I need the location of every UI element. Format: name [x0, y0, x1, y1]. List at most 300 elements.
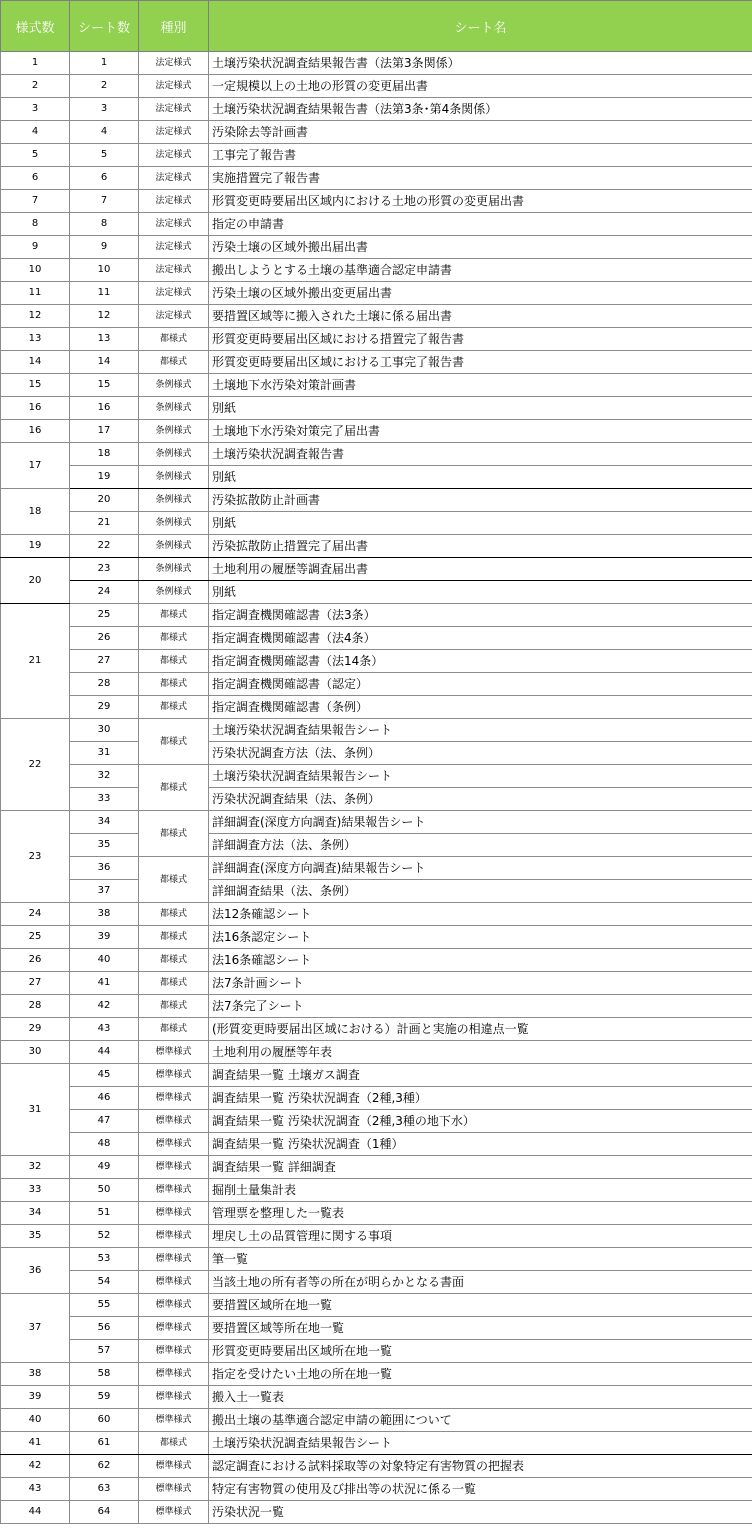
table-row [1, 236, 752, 259]
kind-cell: 標準様式 [139, 1225, 209, 1248]
sheet-name-cell: 別紙 [209, 581, 752, 604]
kind-cell: 標準様式 [139, 1478, 209, 1501]
table-row [1, 328, 752, 351]
form-number-cell: 13 [1, 328, 70, 351]
kind-cell: 条例様式 [139, 535, 209, 558]
kind-cell: 都様式 [139, 351, 209, 374]
form-number-cell: 29 [1, 1018, 70, 1041]
sheet-name-cell: 管理票を整理した一覧表 [209, 1202, 752, 1225]
sheet-name-cell: 指定調査機関確認書（条例） [209, 696, 752, 719]
sheet-number-cell: 25 [70, 604, 139, 627]
table-row [1, 443, 752, 466]
kind-cell: 条例様式 [139, 374, 209, 397]
form-number-cell: 42 [1, 1455, 70, 1478]
kind-cell: 都様式 [139, 650, 209, 673]
table-row [1, 98, 752, 121]
form-number-cell: 21 [1, 604, 70, 719]
sheet-number-cell: 3 [70, 98, 139, 121]
sheet-name-cell: 詳細調査(深度方向調査)結果報告シート [209, 857, 752, 880]
table-row [1, 1087, 752, 1110]
table-row [1, 1432, 752, 1455]
kind-cell: 法定様式 [139, 190, 209, 213]
form-number-cell: 18 [1, 489, 70, 535]
form-number-cell: 22 [1, 719, 70, 811]
header-kind: 種別 [139, 1, 209, 52]
sheet-name-cell: 要措置区域等所在地一覧 [209, 1317, 752, 1340]
sheet-number-cell: 23 [70, 558, 139, 581]
table-row [1, 604, 752, 627]
table-row [1, 949, 752, 972]
form-number-cell: 16 [1, 397, 70, 420]
form-number-cell: 12 [1, 305, 70, 328]
sheet-number-cell: 49 [70, 1156, 139, 1179]
table-row [1, 190, 752, 213]
table-row [1, 1409, 752, 1432]
sheet-number-cell: 21 [70, 512, 139, 535]
form-number-cell: 44 [1, 1501, 70, 1524]
sheet-name-cell: 搬出しようとする土壌の基準適合認定申請書 [209, 259, 752, 282]
sheet-number-cell: 36 [70, 857, 139, 880]
table-row [1, 351, 752, 374]
sheet-number-cell: 29 [70, 696, 139, 719]
sheet-name-cell: 指定を受けたい土地の所在地一覧 [209, 1363, 752, 1386]
sheet-name-cell: 指定調査機関確認書（法3条） [209, 604, 752, 627]
table-row [1, 742, 752, 765]
sheet-number-cell: 58 [70, 1363, 139, 1386]
table-row [1, 282, 752, 305]
sheet-name-cell: 要措置区域等に搬入された土壌に係る届出書 [209, 305, 752, 328]
table-row [1, 811, 752, 834]
table-row [1, 1041, 752, 1064]
header-sheet-count: シート数 [70, 1, 139, 52]
kind-cell: 条例様式 [139, 420, 209, 443]
table-row [1, 213, 752, 236]
sheet-number-cell: 38 [70, 903, 139, 926]
sheet-number-cell: 41 [70, 972, 139, 995]
table-row [1, 1478, 752, 1501]
table-row [1, 1179, 752, 1202]
form-number-cell: 5 [1, 144, 70, 167]
table-row [1, 259, 752, 282]
table-row [1, 673, 752, 696]
sheet-name-cell: 形質変更時要届出区域所在地一覧 [209, 1340, 752, 1363]
sheet-number-cell: 52 [70, 1225, 139, 1248]
table-row [1, 1501, 752, 1524]
form-number-cell: 14 [1, 351, 70, 374]
sheet-number-cell: 64 [70, 1501, 139, 1524]
kind-cell: 都様式 [139, 972, 209, 995]
sheet-name-cell: 要措置区域所在地一覧 [209, 1294, 752, 1317]
table-row [1, 1340, 752, 1363]
form-number-cell: 7 [1, 190, 70, 213]
kind-cell: 標準様式 [139, 1179, 209, 1202]
sheet-number-cell: 10 [70, 259, 139, 282]
kind-cell: 条例様式 [139, 489, 209, 512]
table-row [1, 788, 752, 811]
table-row [1, 880, 752, 903]
kind-cell: 標準様式 [139, 1455, 209, 1478]
sheet-number-cell: 14 [70, 351, 139, 374]
sheet-name-cell: 土壌汚染状況調査結果報告シート [209, 1432, 752, 1455]
form-number-cell: 23 [1, 811, 70, 903]
form-number-cell: 20 [1, 558, 70, 604]
form-number-cell: 31 [1, 1064, 70, 1156]
sheet-number-cell: 63 [70, 1478, 139, 1501]
kind-cell: 標準様式 [139, 1248, 209, 1271]
kind-cell: 都様式 [139, 857, 209, 903]
table-row [1, 1133, 752, 1156]
table-row [1, 1294, 752, 1317]
form-number-cell: 28 [1, 995, 70, 1018]
sheet-name-cell: 筆一覧 [209, 1248, 752, 1271]
sheet-name-cell: 法7条計画シート [209, 972, 752, 995]
kind-cell: 法定様式 [139, 75, 209, 98]
form-number-cell: 17 [1, 443, 70, 489]
sheet-number-cell: 28 [70, 673, 139, 696]
form-number-cell: 11 [1, 282, 70, 305]
sheet-number-cell: 6 [70, 167, 139, 190]
sheet-number-cell: 47 [70, 1110, 139, 1133]
sheet-name-cell: 搬出土壌の基準適合認定申請の範囲について [209, 1409, 752, 1432]
sheet-name-cell: (形質変更時要届出区域における）計画と実施の相違点一覧 [209, 1018, 752, 1041]
table-row [1, 650, 752, 673]
kind-cell: 法定様式 [139, 305, 209, 328]
sheet-name-cell: 土壌汚染状況調査結果報告書（法第3条･第4条関係） [209, 98, 752, 121]
sheet-name-cell: 土壌汚染状況調査結果報告シート [209, 765, 752, 788]
kind-cell: 標準様式 [139, 1409, 209, 1432]
form-number-cell: 37 [1, 1294, 70, 1363]
sheet-name-cell: 別紙 [209, 397, 752, 420]
sheet-name-cell: 指定調査機関確認書（法14条） [209, 650, 752, 673]
kind-cell: 法定様式 [139, 121, 209, 144]
kind-cell: 標準様式 [139, 1110, 209, 1133]
sheet-number-cell: 34 [70, 811, 139, 834]
kind-cell: 都様式 [139, 811, 209, 857]
sheet-name-cell: 掘削土量集計表 [209, 1179, 752, 1202]
sheet-name-cell: 認定調査における試料採取等の対象特定有害物質の把握表 [209, 1455, 752, 1478]
sheet-number-cell: 30 [70, 719, 139, 742]
sheet-name-cell: 土壌地下水汚染対策完了届出書 [209, 420, 752, 443]
sheet-number-cell: 53 [70, 1248, 139, 1271]
form-number-cell: 39 [1, 1386, 70, 1409]
form-number-cell: 4 [1, 121, 70, 144]
sheet-name-cell: 法7条完了シート [209, 995, 752, 1018]
form-number-cell: 6 [1, 167, 70, 190]
form-number-cell: 15 [1, 374, 70, 397]
kind-cell: 標準様式 [139, 1501, 209, 1524]
table-row [1, 1455, 752, 1478]
kind-cell: 標準様式 [139, 1317, 209, 1340]
sheet-number-cell: 37 [70, 880, 139, 903]
kind-cell: 法定様式 [139, 98, 209, 121]
form-number-cell: 24 [1, 903, 70, 926]
table-row [1, 1110, 752, 1133]
kind-cell: 法定様式 [139, 259, 209, 282]
header-form-count: 様式数 [1, 1, 70, 52]
table-row [1, 1248, 752, 1271]
table-row [1, 1363, 752, 1386]
table-row [1, 512, 752, 535]
table-row [1, 1317, 752, 1340]
sheet-name-cell: 詳細調査方法（法、条例） [209, 834, 752, 857]
sheet-name-cell: 埋戻し土の品質管理に関する事項 [209, 1225, 752, 1248]
table-row [1, 903, 752, 926]
form-number-cell: 41 [1, 1432, 70, 1455]
kind-cell: 条例様式 [139, 397, 209, 420]
kind-cell: 条例様式 [139, 443, 209, 466]
sheet-name-cell: 土壌汚染状況調査報告書 [209, 443, 752, 466]
sheet-name-cell: 汚染拡散防止措置完了届出書 [209, 535, 752, 558]
form-number-cell: 19 [1, 535, 70, 558]
sheet-name-cell: 指定調査機関確認書（法4条） [209, 627, 752, 650]
sheet-name-cell: 汚染土壌の区域外搬出変更届出書 [209, 282, 752, 305]
table-row [1, 995, 752, 1018]
sheet-number-cell: 20 [70, 489, 139, 512]
sheet-number-cell: 8 [70, 213, 139, 236]
sheet-number-cell: 26 [70, 627, 139, 650]
kind-cell: 標準様式 [139, 1386, 209, 1409]
sheet-name-cell: 調査結果一覧 土壌ガス調査 [209, 1064, 752, 1087]
sheet-name-cell: 調査結果一覧 汚染状況調査（2種,3種の地下水） [209, 1110, 752, 1133]
sheet-number-cell: 62 [70, 1455, 139, 1478]
form-number-cell: 27 [1, 972, 70, 995]
sheet-name-cell: 別紙 [209, 512, 752, 535]
form-number-cell: 26 [1, 949, 70, 972]
table-row [1, 75, 752, 98]
kind-cell: 法定様式 [139, 144, 209, 167]
sheet-number-cell: 42 [70, 995, 139, 1018]
sheet-number-cell: 61 [70, 1432, 139, 1455]
sheet-name-cell: 工事完了報告書 [209, 144, 752, 167]
sheet-name-cell: 形質変更時要届出区域における工事完了報告書 [209, 351, 752, 374]
table-row [1, 121, 752, 144]
sheet-name-cell: 指定調査機関確認書（認定） [209, 673, 752, 696]
header-sheet-name: シート名 [209, 1, 752, 52]
form-number-cell: 32 [1, 1156, 70, 1179]
table-row [1, 1386, 752, 1409]
kind-cell: 都様式 [139, 604, 209, 627]
table-row [1, 374, 752, 397]
sheet-number-cell: 39 [70, 926, 139, 949]
form-number-cell: 8 [1, 213, 70, 236]
kind-cell: 法定様式 [139, 167, 209, 190]
sheet-number-cell: 40 [70, 949, 139, 972]
kind-cell: 法定様式 [139, 236, 209, 259]
sheet-number-cell: 16 [70, 397, 139, 420]
sheet-number-cell: 15 [70, 374, 139, 397]
sheet-name-cell: 土地利用の履歴等年表 [209, 1041, 752, 1064]
kind-cell: 都様式 [139, 949, 209, 972]
table-row [1, 834, 752, 857]
sheet-number-cell: 51 [70, 1202, 139, 1225]
sheet-name-cell: 土壌汚染状況調査結果報告書（法第3条関係） [209, 52, 752, 75]
kind-cell: 法定様式 [139, 213, 209, 236]
sheet-number-cell: 24 [70, 581, 139, 604]
sheet-name-cell: 当該土地の所有者等の所在が明らかとなる書面 [209, 1271, 752, 1294]
kind-cell: 条例様式 [139, 466, 209, 489]
sheet-name-cell: 汚染拡散防止計画書 [209, 489, 752, 512]
sheet-number-cell: 45 [70, 1064, 139, 1087]
kind-cell: 都様式 [139, 1018, 209, 1041]
sheet-name-cell: 詳細調査結果（法、条例） [209, 880, 752, 903]
sheet-number-cell: 17 [70, 420, 139, 443]
sheet-name-cell: 実施措置完了報告書 [209, 167, 752, 190]
sheet-number-cell: 32 [70, 765, 139, 788]
kind-cell: 都様式 [139, 328, 209, 351]
sheet-number-cell: 2 [70, 75, 139, 98]
form-number-cell: 36 [1, 1248, 70, 1294]
sheet-number-cell: 59 [70, 1386, 139, 1409]
kind-cell: 標準様式 [139, 1041, 209, 1064]
sheet-number-cell: 43 [70, 1018, 139, 1041]
sheet-number-cell: 13 [70, 328, 139, 351]
sheet-number-cell: 44 [70, 1041, 139, 1064]
sheet-name-cell: 汚染状況調査結果（法、条例） [209, 788, 752, 811]
sheet-name-cell: 法12条確認シート [209, 903, 752, 926]
kind-cell: 都様式 [139, 926, 209, 949]
kind-cell: 条例様式 [139, 512, 209, 535]
table-row [1, 581, 752, 604]
sheet-number-cell: 19 [70, 466, 139, 489]
sheet-name-cell: 調査結果一覧 汚染状況調査（1種） [209, 1133, 752, 1156]
kind-cell: 都様式 [139, 1432, 209, 1455]
form-number-cell: 25 [1, 926, 70, 949]
header-row [1, 1, 752, 52]
sheet-name-cell: 汚染除去等計画書 [209, 121, 752, 144]
kind-cell: 標準様式 [139, 1363, 209, 1386]
sheet-name-cell: 法16条認定シート [209, 926, 752, 949]
kind-cell: 標準様式 [139, 1087, 209, 1110]
sheet-name-cell: 土壌汚染状況調査結果報告シート [209, 719, 752, 742]
kind-cell: 標準様式 [139, 1340, 209, 1363]
form-number-cell: 1 [1, 52, 70, 75]
table-row [1, 52, 752, 75]
form-number-cell: 16 [1, 420, 70, 443]
form-number-cell: 30 [1, 1041, 70, 1064]
table-row [1, 397, 752, 420]
sheet-number-cell: 9 [70, 236, 139, 259]
sheet-number-cell: 56 [70, 1317, 139, 1340]
sheet-name-cell: 指定の申請書 [209, 213, 752, 236]
table-row [1, 1271, 752, 1294]
kind-cell: 条例様式 [139, 558, 209, 581]
sheet-number-cell: 48 [70, 1133, 139, 1156]
table-row [1, 857, 752, 880]
sheet-number-cell: 4 [70, 121, 139, 144]
sheet-name-cell: 搬入土一覧表 [209, 1386, 752, 1409]
table-row [1, 1202, 752, 1225]
table-row [1, 926, 752, 949]
form-number-cell: 38 [1, 1363, 70, 1386]
sheet-number-cell: 1 [70, 52, 139, 75]
sheet-name-cell: 詳細調査(深度方向調査)結果報告シート [209, 811, 752, 834]
kind-cell: 法定様式 [139, 52, 209, 75]
table-row [1, 535, 752, 558]
form-number-cell: 43 [1, 1478, 70, 1501]
kind-cell: 都様式 [139, 903, 209, 926]
sheet-name-cell: 調査結果一覧 詳細調査 [209, 1156, 752, 1179]
sheet-number-cell: 46 [70, 1087, 139, 1110]
kind-cell: 都様式 [139, 995, 209, 1018]
table-row [1, 1225, 752, 1248]
table-row [1, 696, 752, 719]
table-row [1, 305, 752, 328]
sheet-name-cell: 汚染土壌の区域外搬出届出書 [209, 236, 752, 259]
kind-cell: 都様式 [139, 696, 209, 719]
sheet-number-cell: 31 [70, 742, 139, 765]
kind-cell: 標準様式 [139, 1202, 209, 1225]
table-row [1, 558, 752, 581]
sheet-number-cell: 5 [70, 144, 139, 167]
table-row [1, 765, 752, 788]
table-row [1, 466, 752, 489]
sheet-name-cell: 一定規模以上の土地の形質の変更届出書 [209, 75, 752, 98]
table-row [1, 167, 752, 190]
sheet-number-cell: 57 [70, 1340, 139, 1363]
kind-cell: 条例様式 [139, 581, 209, 604]
kind-cell: 標準様式 [139, 1271, 209, 1294]
sheet-number-cell: 54 [70, 1271, 139, 1294]
sheet-name-cell: 汚染状況調査方法（法、条例） [209, 742, 752, 765]
form-number-cell: 33 [1, 1179, 70, 1202]
kind-cell: 標準様式 [139, 1294, 209, 1317]
sheet-name-cell: 土壌地下水汚染対策計画書 [209, 374, 752, 397]
kind-cell: 標準様式 [139, 1133, 209, 1156]
form-number-cell: 40 [1, 1409, 70, 1432]
sheet-number-cell: 18 [70, 443, 139, 466]
form-number-cell: 34 [1, 1202, 70, 1225]
table-row [1, 1156, 752, 1179]
table-row [1, 1064, 752, 1087]
table-row [1, 489, 752, 512]
table-row [1, 972, 752, 995]
sheet-name-cell: 汚染状況一覧 [209, 1501, 752, 1524]
table-row [1, 627, 752, 650]
kind-cell: 都様式 [139, 719, 209, 765]
sheet-number-cell: 12 [70, 305, 139, 328]
kind-cell: 標準様式 [139, 1156, 209, 1179]
form-number-cell: 2 [1, 75, 70, 98]
sheet-number-cell: 35 [70, 834, 139, 857]
kind-cell: 都様式 [139, 765, 209, 811]
form-number-cell: 3 [1, 98, 70, 121]
sheet-number-cell: 50 [70, 1179, 139, 1202]
table-row [1, 420, 752, 443]
sheet-name-cell: 別紙 [209, 466, 752, 489]
sheet-number-cell: 22 [70, 535, 139, 558]
sheet-number-cell: 11 [70, 282, 139, 305]
form-number-cell: 10 [1, 259, 70, 282]
kind-cell: 法定様式 [139, 282, 209, 305]
sheet-name-cell: 形質変更時要届出区域における措置完了報告書 [209, 328, 752, 351]
sheet-name-cell: 特定有害物質の使用及び排出等の状況に係る一覧 [209, 1478, 752, 1501]
sheet-number-cell: 55 [70, 1294, 139, 1317]
form-number-cell: 35 [1, 1225, 70, 1248]
table-row [1, 1018, 752, 1041]
table-row [1, 144, 752, 167]
kind-cell: 標準様式 [139, 1064, 209, 1087]
sheet-number-cell: 27 [70, 650, 139, 673]
kind-cell: 都様式 [139, 627, 209, 650]
sheet-name-cell: 土地利用の履歴等調査届出書 [209, 558, 752, 581]
sheet-name-cell: 調査結果一覧 汚染状況調査（2種,3種） [209, 1087, 752, 1110]
sheet-name-cell: 法16条確認シート [209, 949, 752, 972]
form-number-cell: 9 [1, 236, 70, 259]
table-body [1, 52, 752, 1524]
sheet-number-cell: 7 [70, 190, 139, 213]
kind-cell: 都様式 [139, 673, 209, 696]
sheet-number-cell: 60 [70, 1409, 139, 1432]
